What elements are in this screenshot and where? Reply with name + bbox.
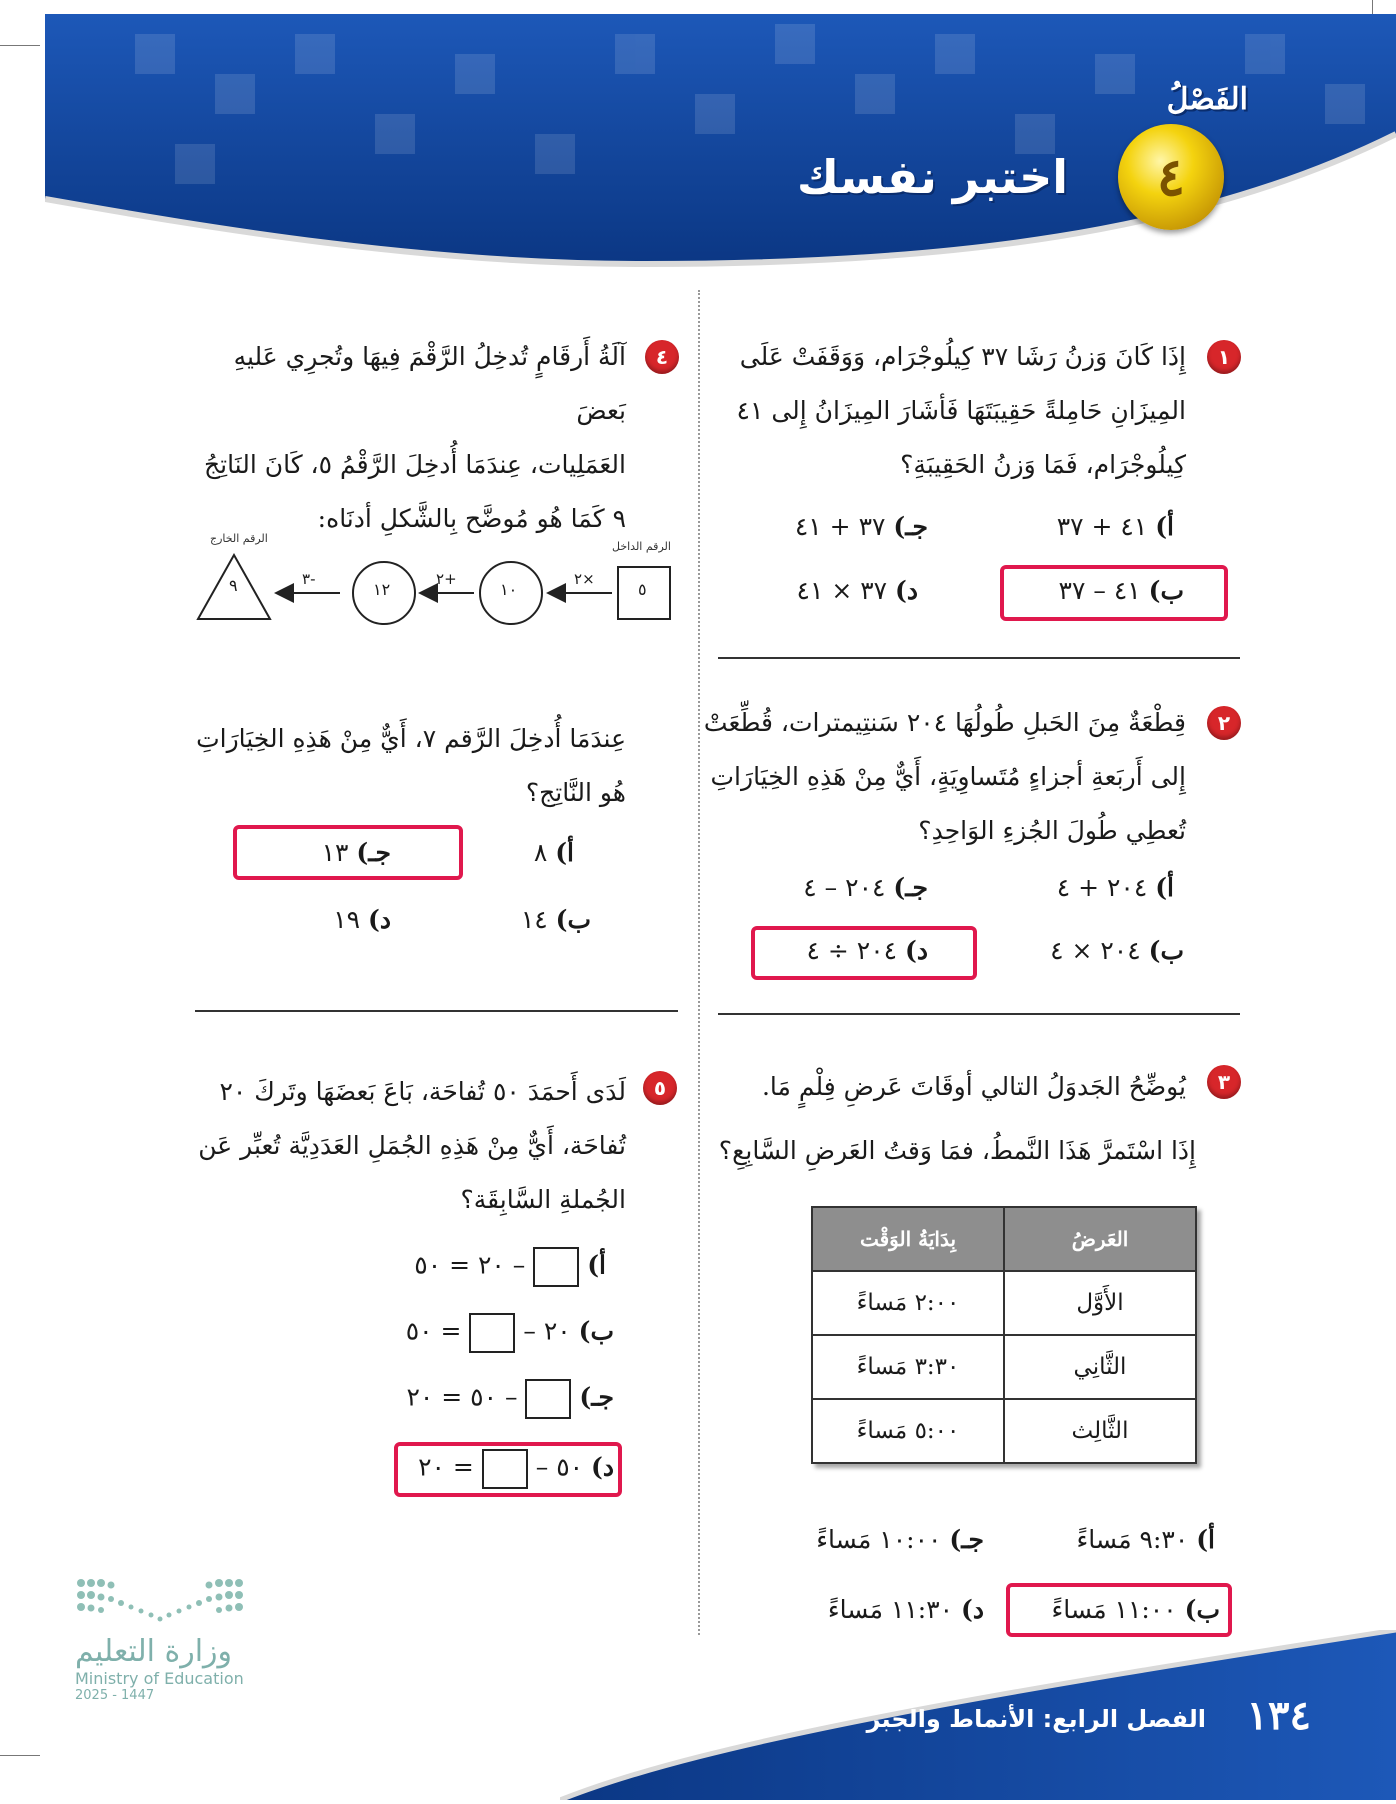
- column-header: بِدَايَةُ الوَقْت: [812, 1207, 1004, 1271]
- text-line: تُعطِي طُولَ الجُزءِ الوَاحِدِ؟: [918, 816, 1186, 845]
- option-label: أ): [1196, 1525, 1215, 1554]
- blank-box: [469, 1313, 515, 1353]
- option-a[interactable]: [414, 1247, 606, 1287]
- blank-box: [525, 1379, 571, 1419]
- text-line: إِذَا كَانَ وَزنُ رَشَا ٣٧ كِيلُوجْرَام، وَوَقَفَتْ عَلَى: [739, 342, 1186, 371]
- table-cell: الثَّانِي: [1004, 1335, 1196, 1399]
- ministry-year: 2025 - 1447: [75, 1688, 155, 1703]
- option-b[interactable]: [1050, 936, 1184, 965]
- table-header-row: [812, 1207, 1196, 1271]
- option-a[interactable]: [1057, 512, 1174, 541]
- option-suffix: = ٢٠: [418, 1452, 474, 1482]
- option-c[interactable]: [322, 838, 391, 867]
- option-label: د): [368, 905, 391, 934]
- option-a[interactable]: [1077, 1525, 1215, 1554]
- text-line: لَدَى أَحمَدَ ٥٠ تُفاحَة، بَاعَ بَعضَهَا وتَركَ ٢٠: [219, 1077, 626, 1106]
- option-c[interactable]: [803, 873, 928, 902]
- table-row: [812, 1335, 1196, 1399]
- question-5-text: [186, 1065, 626, 1227]
- option-label: جـ): [579, 1382, 614, 1412]
- option-c[interactable]: [816, 1525, 984, 1554]
- section-divider: [718, 1013, 1240, 1015]
- option-label: ب): [1148, 576, 1184, 605]
- option-value: ٢٠٤ ÷ ٤: [806, 936, 898, 965]
- chapter-label: الفَصْلُ: [1166, 82, 1248, 117]
- option-b[interactable]: [521, 905, 591, 934]
- option-label: أ): [1155, 873, 1174, 902]
- table-cell: الأَوَّل: [1004, 1271, 1196, 1335]
- ministry-name-en: Ministry of Education: [75, 1669, 244, 1688]
- question-1-text: [666, 330, 1186, 492]
- option-value: ٢٠٤ – ٤: [803, 873, 886, 902]
- blank-box: [482, 1449, 528, 1489]
- text-line: ٩ كَمَا هُو مُوضَّح بِالشَّكلِ أدنَاه:: [317, 504, 626, 533]
- question-4-followup: [186, 712, 626, 820]
- diagram-input-value: ٥: [638, 580, 647, 599]
- option-value: ٨: [533, 838, 548, 867]
- section-divider: [195, 1010, 678, 1012]
- diagram-step2-op: ٢+: [436, 570, 457, 588]
- option-value: ٣٧ × ٤١: [796, 576, 888, 605]
- option-label: د): [961, 1595, 984, 1624]
- question-number-3: ٣: [1207, 1065, 1241, 1099]
- table-cell: ٥:٠٠ مَساءً: [812, 1399, 1004, 1463]
- option-b[interactable]: [406, 1313, 614, 1353]
- option-label: ب): [1184, 1595, 1220, 1624]
- section-divider: [718, 657, 1240, 659]
- option-label: د): [591, 1452, 614, 1482]
- option-suffix: – ٥٠ = ٢٠: [406, 1382, 518, 1412]
- text-line: عِندَمَا أُدخِلَ الرَّقم ٧، أَيٌّ مِنْ هَذِهِ الخِيَارَاتِ: [196, 724, 626, 753]
- option-value: ٢٠٤ + ٤: [1056, 873, 1148, 902]
- question-2-text: [666, 696, 1186, 858]
- table-cell: ٢:٠٠ مَساءً: [812, 1271, 1004, 1335]
- text-line: الجُملةِ السَّابِقَة؟: [460, 1185, 626, 1214]
- blank-box: [533, 1247, 579, 1287]
- text-line: قِطْعَةٌ مِنَ الحَبلِ طُولُهَا ٢٠٤ سَنتِيمترات، قُطِّعَتْ: [703, 708, 1186, 737]
- diagram-output-value: ٩: [229, 576, 238, 595]
- option-value: ١٤: [520, 905, 548, 934]
- option-value: ١٣: [321, 838, 349, 867]
- diagram-step2-value: ١٢: [373, 580, 391, 599]
- option-b[interactable]: [1052, 1595, 1220, 1624]
- option-label: جـ): [893, 873, 928, 902]
- question-3-line-1: يُوضِّحُ الجَدوَلُ التالي أوقَاتَ عَرضِ فِلْمٍ مَا.: [761, 1072, 1186, 1101]
- page-title: اختبر نفسك: [796, 150, 1068, 204]
- option-d[interactable]: [828, 1595, 984, 1624]
- option-value: ١١:٣٠ مَساءً: [827, 1595, 954, 1624]
- question-3-line-2: إِذَا اسْتَمرَّ هَذَا النَّمطُ، فمَا وَقتُ العَرضِ السَّابِعِ؟: [718, 1136, 1196, 1165]
- option-value: ٤١ + ٣٧: [1056, 512, 1148, 541]
- option-label: ب): [578, 1316, 614, 1346]
- option-label: أ): [555, 838, 574, 867]
- column-header: العَرضُ: [1004, 1207, 1196, 1271]
- text-line: آلَةُ أَرقَامٍ تُدخِلُ الرَّقْمَ فِيهَا وتُجرِي عَليهِ بَعضَ: [233, 342, 626, 425]
- question-number-5: ٥: [643, 1071, 677, 1105]
- option-label: جـ): [356, 838, 391, 867]
- option-d[interactable]: [797, 576, 918, 605]
- text-line: العَمَلِيات، عِندَمَا أُدخِلَ الرَّقْمُ ٥، كَانَ النَاتِجُ: [203, 450, 626, 479]
- crop-mark: [0, 45, 40, 46]
- option-value: ٤١ – ٣٧: [1058, 576, 1141, 605]
- text-line: إِلى أَربَعةِ أجزاءٍ مُتَساوِيَةٍ، أَيٌّ مِنْ هَذِهِ الخِيَارَاتِ: [710, 762, 1186, 791]
- table-cell: ٣:٣٠ مَساءً: [812, 1335, 1004, 1399]
- text-line: كِيلُوجْرَام، فَمَا وَزنُ الحَقِيبَةِ؟: [900, 450, 1186, 479]
- option-suffix: = ٥٠: [405, 1316, 462, 1346]
- option-label: ب): [555, 905, 591, 934]
- chapter-number: ٤: [1157, 146, 1185, 208]
- option-value: ١٩: [333, 905, 361, 934]
- option-d[interactable]: [418, 1449, 614, 1489]
- diagram-step1-op: ٢×: [574, 570, 595, 588]
- text-line: تُفاحَة، أَيٌّ مِنْ هَذِهِ الجُمَلِ العَدَدِيَّة تُعبِّر عَن: [198, 1131, 626, 1160]
- option-label: ب): [1148, 936, 1184, 965]
- page-number: ١٣٤: [1246, 1692, 1311, 1739]
- schedule-table: [811, 1206, 1197, 1464]
- option-value: ١١:٠٠ مَساءً: [1051, 1595, 1177, 1624]
- question-number-4: ٤: [645, 340, 679, 374]
- option-c[interactable]: [406, 1379, 614, 1419]
- option-c[interactable]: [795, 512, 928, 541]
- footer-chapter-title: الفصل الرابع: الأنماط والجبر: [866, 1705, 1206, 1733]
- option-suffix: – ٢٠ = ٥٠: [414, 1250, 526, 1280]
- option-prefix: ٥٠ –: [535, 1452, 584, 1482]
- option-label: جـ): [949, 1525, 984, 1554]
- diagram-step3-op: ٣-: [302, 570, 316, 588]
- question-number-1: ١: [1207, 340, 1241, 374]
- option-d[interactable]: [807, 936, 929, 965]
- option-label: د): [895, 576, 918, 605]
- option-label: أ): [587, 1250, 606, 1280]
- option-value: ٣٧ + ٤١: [794, 512, 886, 541]
- option-b[interactable]: [1059, 576, 1184, 605]
- diagram-step1-value: ١٠: [500, 580, 518, 599]
- table-cell: الثَّالِث: [1004, 1399, 1196, 1463]
- option-label: أ): [1155, 512, 1174, 541]
- chapter-number-badge: [1118, 124, 1224, 230]
- crop-mark: [0, 1755, 40, 1756]
- ministry-dots-icon: [75, 1575, 245, 1630]
- text-line: هُو النَّاتِج؟: [525, 778, 626, 807]
- option-a[interactable]: [1057, 873, 1174, 902]
- table-row: [812, 1399, 1196, 1463]
- option-a[interactable]: [534, 838, 574, 867]
- table-row: [812, 1271, 1196, 1335]
- option-d[interactable]: [333, 905, 391, 934]
- diagram-output-label: الرقم الخارج: [210, 532, 268, 545]
- text-line: المِيزَانِ حَامِلةً حَقِيبَتَهَا فَأشَارَ المِيزَانُ إِلى ٤١: [736, 396, 1186, 425]
- option-prefix: ٢٠ –: [523, 1316, 571, 1346]
- option-label: جـ): [893, 512, 928, 541]
- option-value: ١٠:٠٠ مَساءً: [816, 1525, 942, 1554]
- option-value: ٢٠٤ × ٤: [1050, 936, 1141, 965]
- option-value: ٩:٣٠ مَساءً: [1076, 1525, 1189, 1554]
- diagram-input-label: الرقم الداخل: [612, 540, 671, 553]
- ministry-name-ar: وزارة التعليم: [75, 1634, 233, 1669]
- ministry-logo: [75, 1575, 275, 1703]
- question-number-2: ٢: [1207, 706, 1241, 740]
- option-label: د): [905, 936, 928, 965]
- question-4-text: [186, 330, 626, 546]
